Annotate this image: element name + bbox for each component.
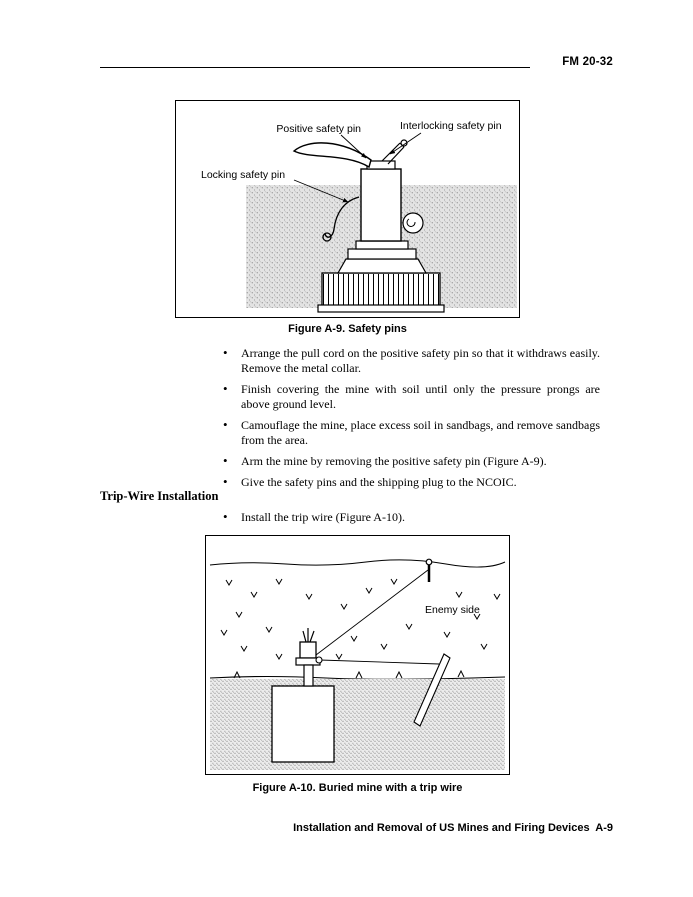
doc-reference: FM 20-32 (562, 56, 613, 68)
buried-mine-box (272, 686, 334, 762)
leader-interlocking (390, 133, 421, 154)
label-interlocking-safety-pin: Interlocking safety pin (400, 120, 502, 132)
header-rule (100, 67, 530, 68)
label-locking-safety-pin: Locking safety pin (201, 169, 286, 181)
figure-a9-drawing (176, 101, 519, 317)
trip-wire-instruction-item: • Install the trip wire (Figure A-10). (222, 510, 600, 525)
instruction-item-2: • Finish covering the mine with soil until only the pressure prongs are above ground level. (222, 382, 600, 412)
figure-a9-caption: Figure A-9. Safety pins (288, 323, 407, 335)
figure-a10-caption: Figure A-10. Buried mine with a trip wire (252, 782, 463, 794)
mine-base-drum (318, 273, 444, 312)
label-positive-safety-pin: Positive safety pin (276, 123, 361, 135)
label-enemy-side: Enemy side (425, 604, 480, 616)
figure-a9 (175, 100, 520, 318)
instruction-item-5: • Give the safety pins and the shipping plug to the NCOIC. (222, 475, 600, 490)
instruction-list (222, 346, 600, 496)
wire-pulley (316, 657, 322, 663)
instruction-item-3: • Camouflage the mine, place excess soil in sandbags, and remove sandbags from the area. (222, 418, 600, 448)
soil-area (210, 679, 505, 770)
figure-a10-drawing (206, 536, 509, 774)
instruction-item-4: • Arm the mine by removing the positive safety pin (Figure A-9). (222, 454, 600, 469)
trip-wire-instruction-list (222, 510, 600, 531)
trip-wire (316, 570, 439, 664)
instruction-item-1: • Arrange the pull cord on the positive safety pin so that it withdraws easily. Remove the metal collar. (222, 346, 600, 376)
section-heading-trip-wire: Trip-Wire Installation (100, 489, 219, 503)
figure-a10 (205, 535, 510, 775)
grass-marks (221, 579, 500, 659)
interlocking-pin (382, 140, 407, 164)
positive-pin-handle (294, 143, 371, 167)
horizon-line (210, 560, 505, 567)
ground-line (210, 677, 505, 680)
page-footer: Installation and Removal of US Mines and Firing Devices A-9 (293, 822, 613, 834)
fuze-knob (403, 213, 423, 233)
